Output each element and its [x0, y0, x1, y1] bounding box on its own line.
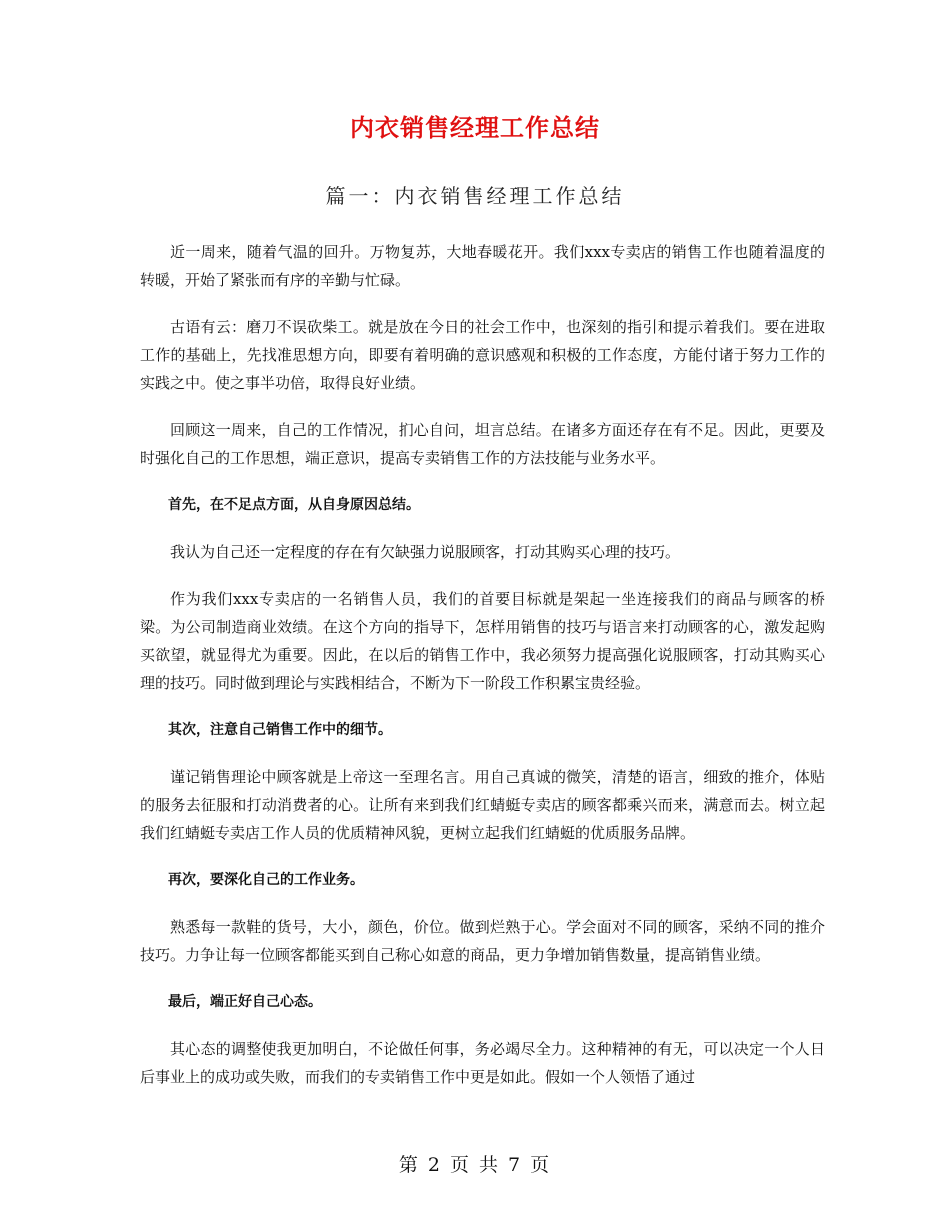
- paragraph: 谨记销售理论中顾客就是上帝这一至理名言。用自己真诚的微笑，清楚的语言，细致的推介，体贴的服务去征服和打动消费者的心。让所有来到我们红蜻蜓专卖店的顾客都乘兴而来，满意而去。树立起我们红蜻蜓专卖店工作人员的优质精神风貌，更树立起我们红蜻蜓的优质服务品牌。: [140, 768, 825, 842]
- section-heading: 首先，在不足点方面，从自身原因总结。: [168, 497, 420, 513]
- section-heading: 最后，端正好自己心态。: [168, 994, 322, 1010]
- paragraph: 作为我们xxx专卖店的一名销售人员，我们的首要目标就是架起一坐连接我们的商品与顾客的桥梁。为公司制造商业效绩。在这个方向的指导下，怎样用销售的技巧与语言来打动顾客的心，激发起购买欲望，就显得尤为重要。因此，在以后的销售工作中，我必须努力提高强化说服顾客，打动其购买心理的技巧。同时做到理论与实践相结合，不断为下一阶段工作积累宝贵经验。: [140, 590, 825, 692]
- document-title: 内衣销售经理工作总结: [350, 114, 600, 142]
- document-body: [140, 238, 825, 1110]
- paragraph: 古语有云：磨刀不误砍柴工。就是放在今日的社会工作中，也深刻的指引和提示着我们。要在进取工作的基础上，先找准思想方向，即要有着明确的意识感观和积极的工作态度，方能付诸于努力工作的实践之中。使之事半功倍，取得良好业绩。: [140, 318, 825, 392]
- paragraph: 其心态的调整使我更加明白，不论做任何事，务必竭尽全力。这种精神的有无，可以决定一个人日后事业上的成功或失败，而我们的专卖销售工作中更是如此。假如一个人领悟了通过: [140, 1040, 825, 1086]
- paragraph: 我认为自己还一定程度的存在有欠缺强力说服顾客，打动其购买心理的技巧。: [170, 543, 681, 561]
- section-heading: 再次，要深化自己的工作业务。: [168, 872, 364, 888]
- paragraph: 回顾这一周来，自己的工作情况，扪心自问，坦言总结。在诸多方面还存在有不足。因此，更要及时强化自己的工作思想，端正意识，提高专卖销售工作的方法技能与业务水平。: [140, 421, 825, 467]
- paragraph: 近一周来，随着气温的回升。万物复苏，大地春暖花开。我们xxx专卖店的销售工作也随着温度的转暖，开始了紧张而有序的辛勤与忙碌。: [140, 243, 825, 289]
- document-subtitle: 篇一：内衣销售经理工作总结: [325, 184, 625, 208]
- section-heading: 其次，注意自己销售工作中的细节。: [168, 722, 392, 738]
- page-indicator: 第 2 页 共 7 页: [398, 1154, 552, 1176]
- paragraph: 熟悉每一款鞋的货号，大小，颜色，价位。做到烂熟于心。学会面对不同的顾客，采纳不同的推介技巧。力争让每一位顾客都能买到自己称心如意的商品，更力争增加销售数量，提高销售业绩。: [140, 918, 825, 964]
